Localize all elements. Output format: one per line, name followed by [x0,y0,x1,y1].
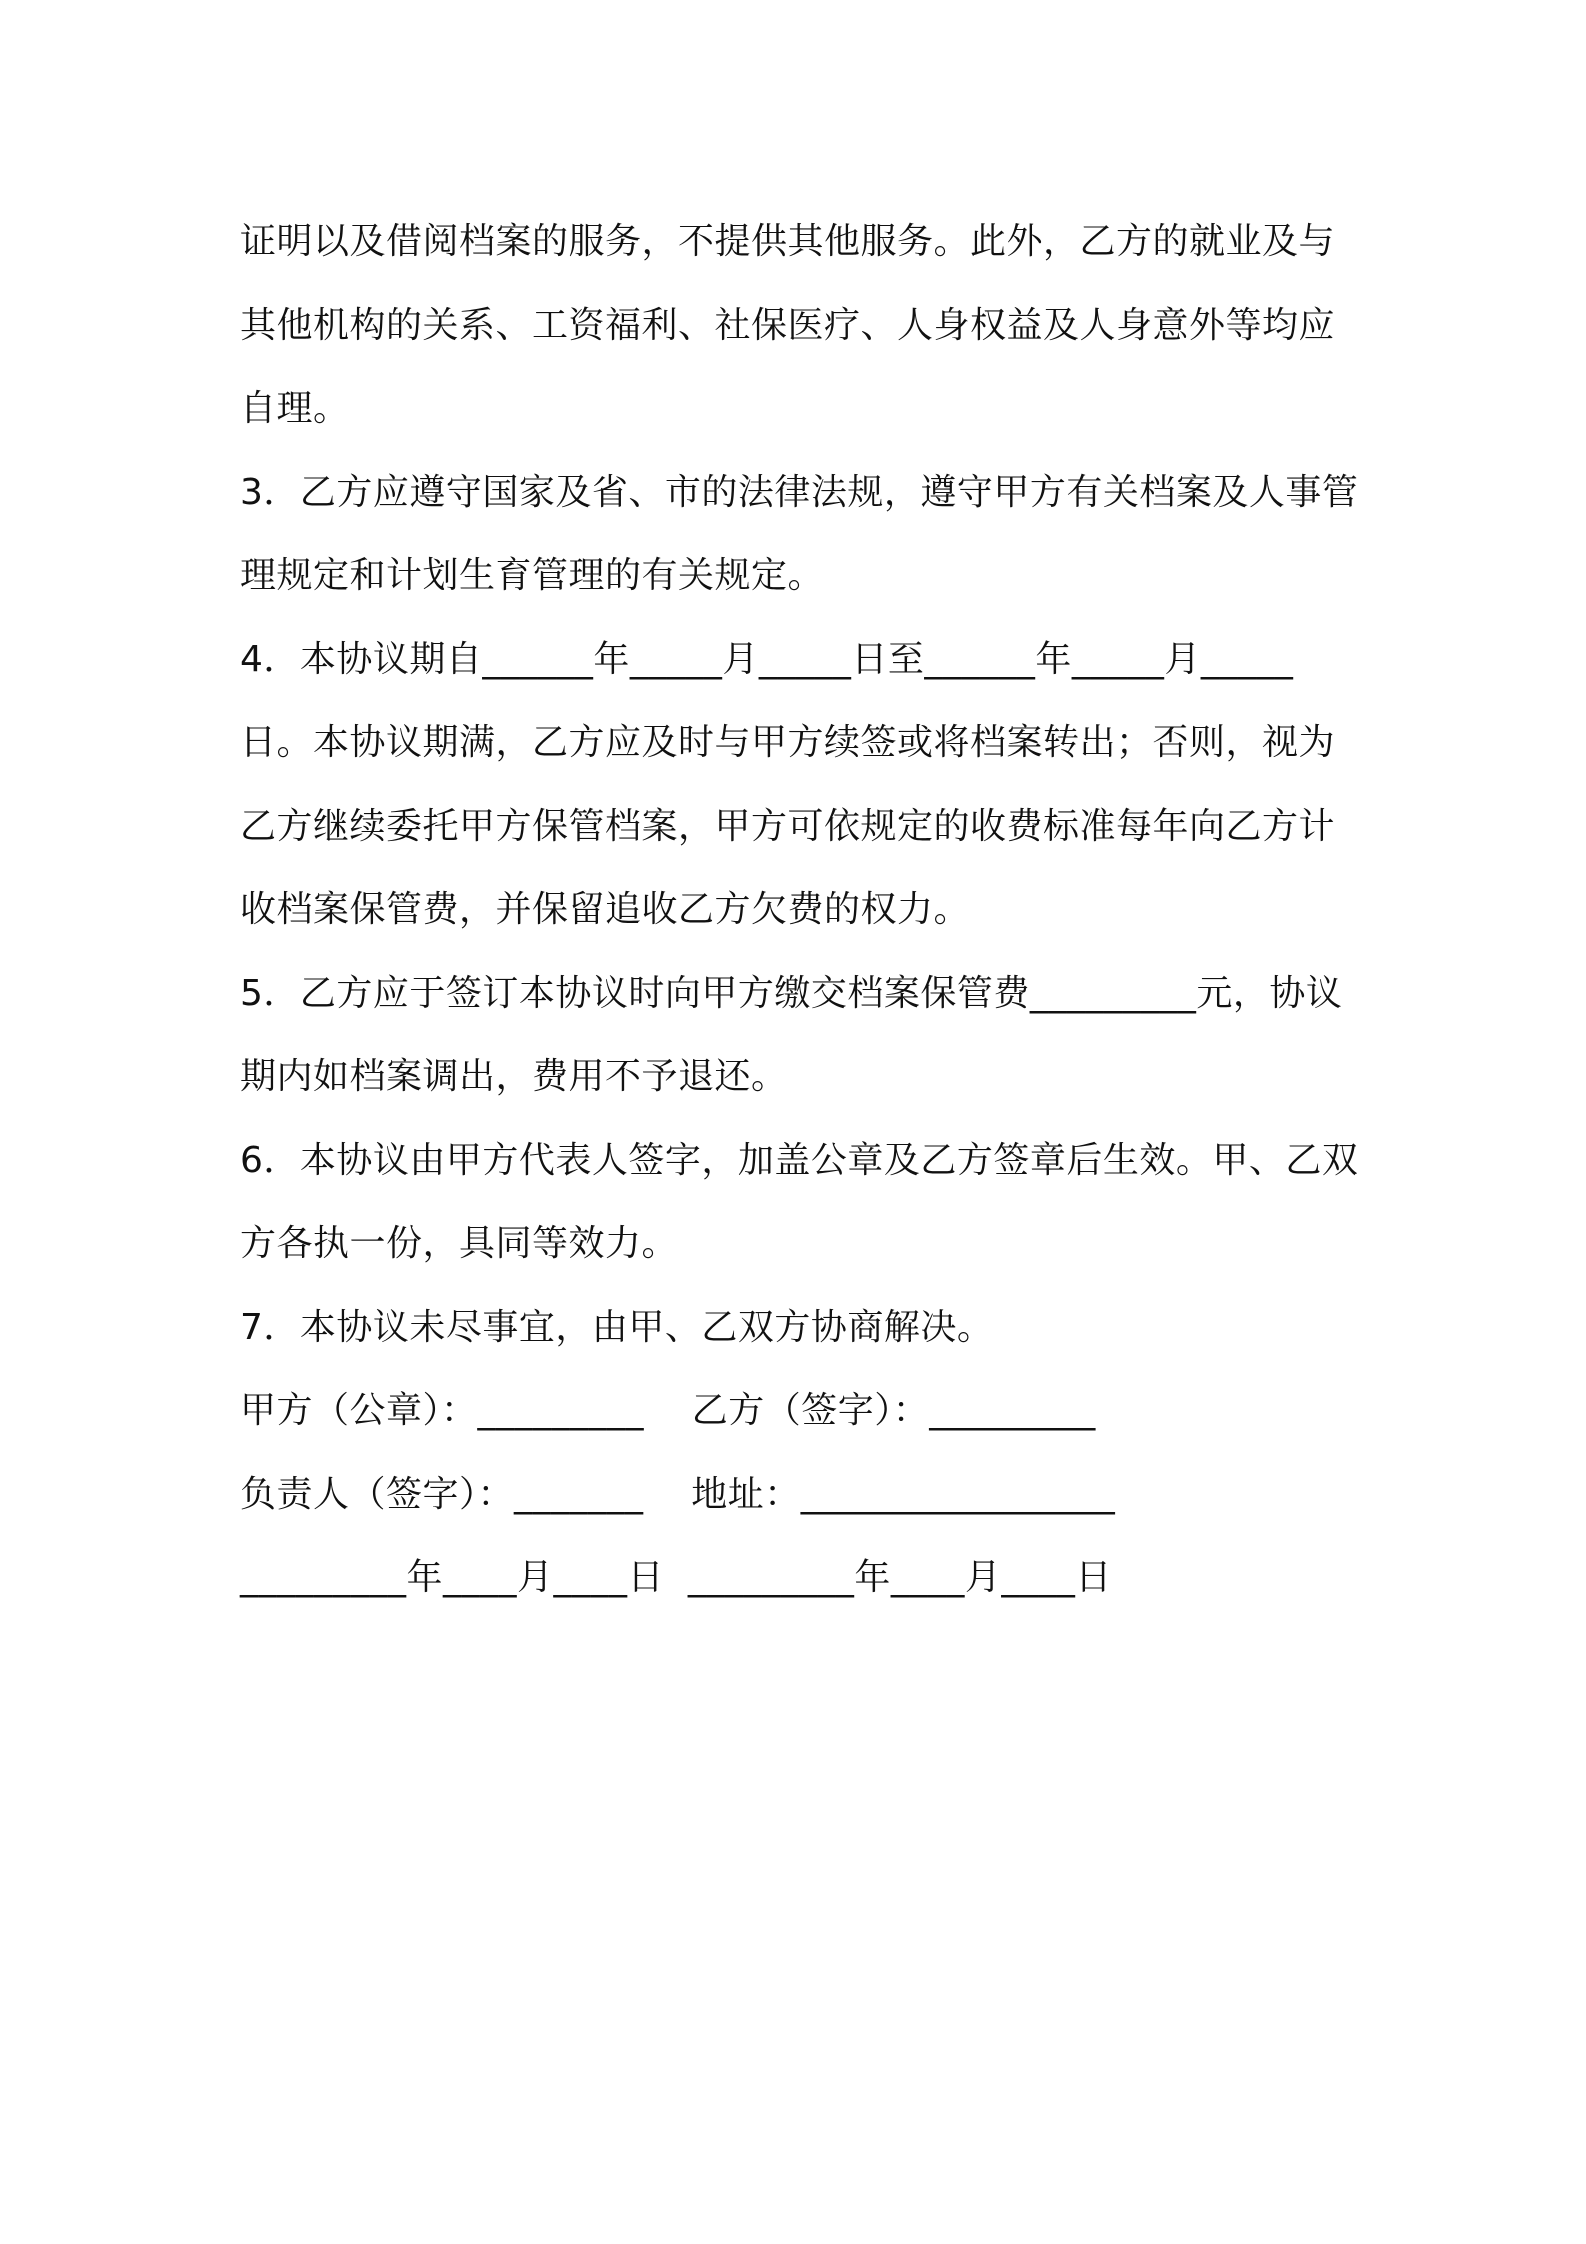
clause-5: 5．乙方应于签订本协议时向甲方缴交档案保管费_________元，协议期内如档案调出，费用不予退还。 [240,972,1343,1097]
clause-6: 6．本协议由甲方代表人签字，加盖公章及乙方签章后生效。甲、乙双方各执一份，具同等效力。 [240,1139,1359,1264]
clause-7: 7．本协议未尽事宜，由甲、乙双方协商解决。 [240,1306,994,1348]
paragraph-continuation: 证明以及借阅档案的服务，不提供其他服务。此外，乙方的就业及与其他机构的关系、工资福利、社保医疗、人身权益及人身意外等均应自理。 [240,221,1336,429]
clause-4: 4．本协议期自______年_____月_____日至______年_____月_____日。本协议期满，乙方应及时与甲方续签或将档案转出；否则，视为乙方继续委托甲方保管档案，甲方可依规定的收费标准每年向乙方计收档案保管费，并保留追收乙方欠费的权力。 [240,638,1336,930]
document-page [240,200,1360,1620]
signature-row-dates: _________年____月____日 _________年____月____日 [240,1557,1112,1598]
signature-row-responsible-address: 负责人（签字）：_______ 地址：_________________ [240,1473,1116,1515]
signature-block [240,1369,1360,1620]
clause-3: 3．乙方应遵守国家及省、市的法律法规，遵守甲方有关档案及人事管理规定和计划生育管理的有关规定。 [240,471,1359,596]
signature-row-parties: 甲方（公章）：_________ 乙方（签字）：_________ [240,1390,1096,1431]
